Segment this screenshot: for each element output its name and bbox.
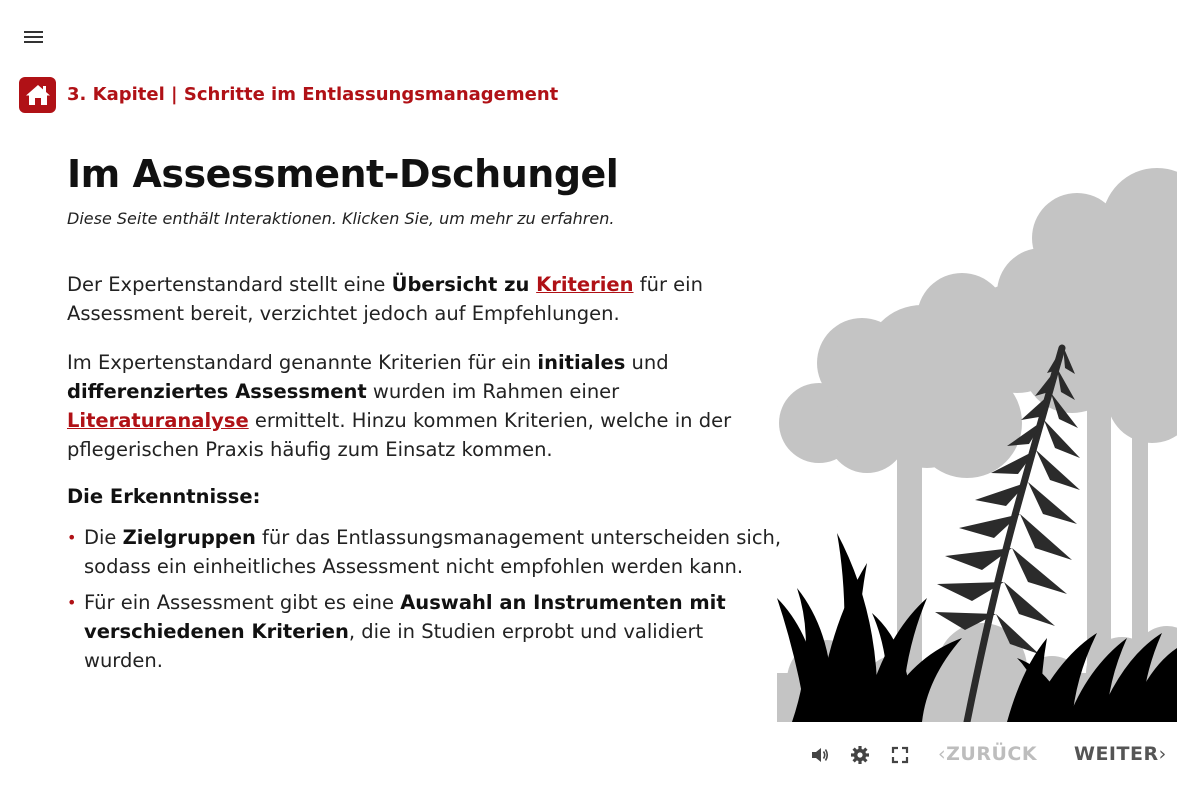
bold-text: differenziertes Assessment: [67, 380, 367, 403]
text: für das Entlassungsmanagement unterscheiden sich, sodass ein einheitliches Assessment nicht empfohlen werden kann.: [84, 526, 782, 578]
jungle-illustration: [777, 168, 1177, 722]
home-icon: [25, 83, 51, 107]
text: wurden im Rahmen einer: [366, 380, 620, 403]
home-button[interactable]: [19, 77, 56, 113]
next-button[interactable]: [1074, 743, 1167, 765]
paragraph-2: [67, 348, 787, 464]
findings-heading: Die Erkenntnisse:: [67, 485, 261, 508]
speaker-icon: [810, 745, 830, 765]
page-subtitle: Diese Seite enthält Interaktionen. Klicken Sie, um mehr zu erfahren.: [67, 209, 615, 228]
chevron-right-icon: ›: [1158, 743, 1167, 765]
bold-text: initiales: [537, 351, 626, 374]
page-title: Im Assessment-Dschungel: [67, 152, 619, 196]
fullscreen-icon: [890, 745, 910, 765]
menu-icon-bar: [24, 41, 43, 43]
link-literaturanalyse[interactable]: Literaturanalyse: [67, 409, 249, 432]
list-item: [67, 523, 787, 581]
settings-button[interactable]: [850, 745, 870, 765]
menu-icon-bar: [24, 31, 43, 33]
text: Der Expertenstandard stellt eine: [67, 273, 392, 296]
fullscreen-button[interactable]: [890, 745, 910, 765]
menu-icon-bar: [24, 36, 43, 38]
bold-text: Übersicht zu: [391, 273, 537, 296]
bold-text: Zielgruppen: [122, 526, 256, 549]
breadcrumb: 3. Kapitel | Schritte im Entlassungsmanagement: [67, 84, 559, 105]
text: Für ein Assessment gibt es eine: [84, 591, 401, 614]
gear-icon: [850, 745, 870, 765]
text: Die: [84, 526, 123, 549]
text: , die in Studien erprobt und validiert wurden.: [84, 620, 704, 672]
list-item: [67, 588, 787, 675]
chevron-left-icon: ‹: [938, 743, 947, 765]
back-button[interactable]: [938, 743, 1037, 765]
paragraph-1: [67, 270, 787, 328]
bold-text: Auswahl an Instrumenten mit verschiedenen Kriterien: [84, 591, 726, 643]
menu-button[interactable]: [24, 31, 43, 45]
bottom-controls: [0, 730, 1187, 780]
findings-list: [67, 523, 787, 675]
content-body: [67, 270, 787, 682]
back-label: ZURÜCK: [946, 743, 1038, 765]
next-label: WEITER: [1074, 743, 1159, 765]
audio-button[interactable]: [810, 745, 830, 765]
link-kriterien[interactable]: Kriterien: [536, 273, 634, 296]
text: ermittelt. Hinzu kommen Kriterien, welche in der pflegerischen Praxis häufig zum Einsatz kommen.: [67, 409, 732, 461]
text: Im Expertenstandard genannte Kriterien für ein: [67, 351, 538, 374]
text: für ein Assessment bereit, verzichtet jedoch auf Empfehlungen.: [67, 273, 703, 325]
text: und: [625, 351, 669, 374]
